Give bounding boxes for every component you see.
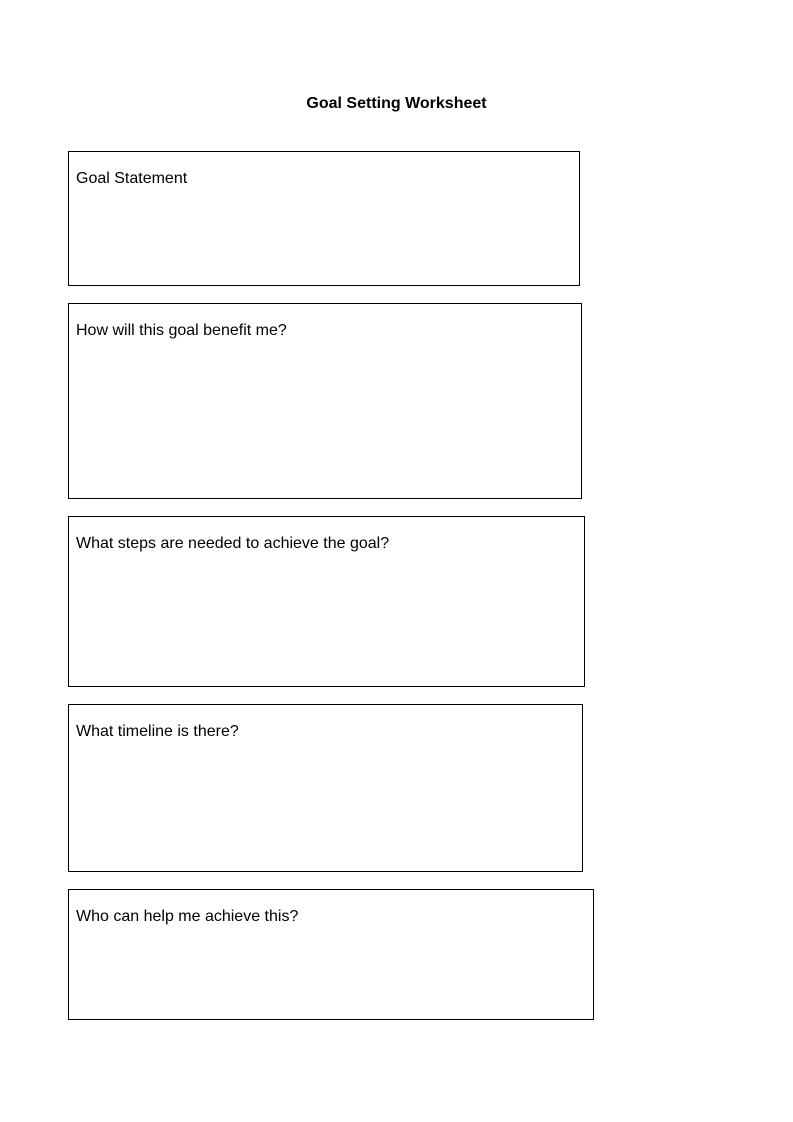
goal-timeline-label: What timeline is there? (76, 723, 239, 740)
goal-statement-box[interactable] (68, 151, 580, 286)
goal-helpers-label: Who can help me achieve this? (76, 908, 299, 925)
goal-benefit-label: How will this goal benefit me? (76, 322, 287, 339)
goal-benefit-box[interactable] (68, 303, 582, 499)
page-title: Goal Setting Worksheet (306, 95, 487, 112)
goal-steps-label: What steps are needed to achieve the goal? (76, 535, 390, 552)
goal-timeline-box[interactable] (68, 704, 583, 872)
goal-steps-box[interactable] (68, 516, 585, 687)
goal-helpers-box[interactable] (68, 889, 594, 1020)
goal-statement-label: Goal Statement (76, 170, 188, 187)
